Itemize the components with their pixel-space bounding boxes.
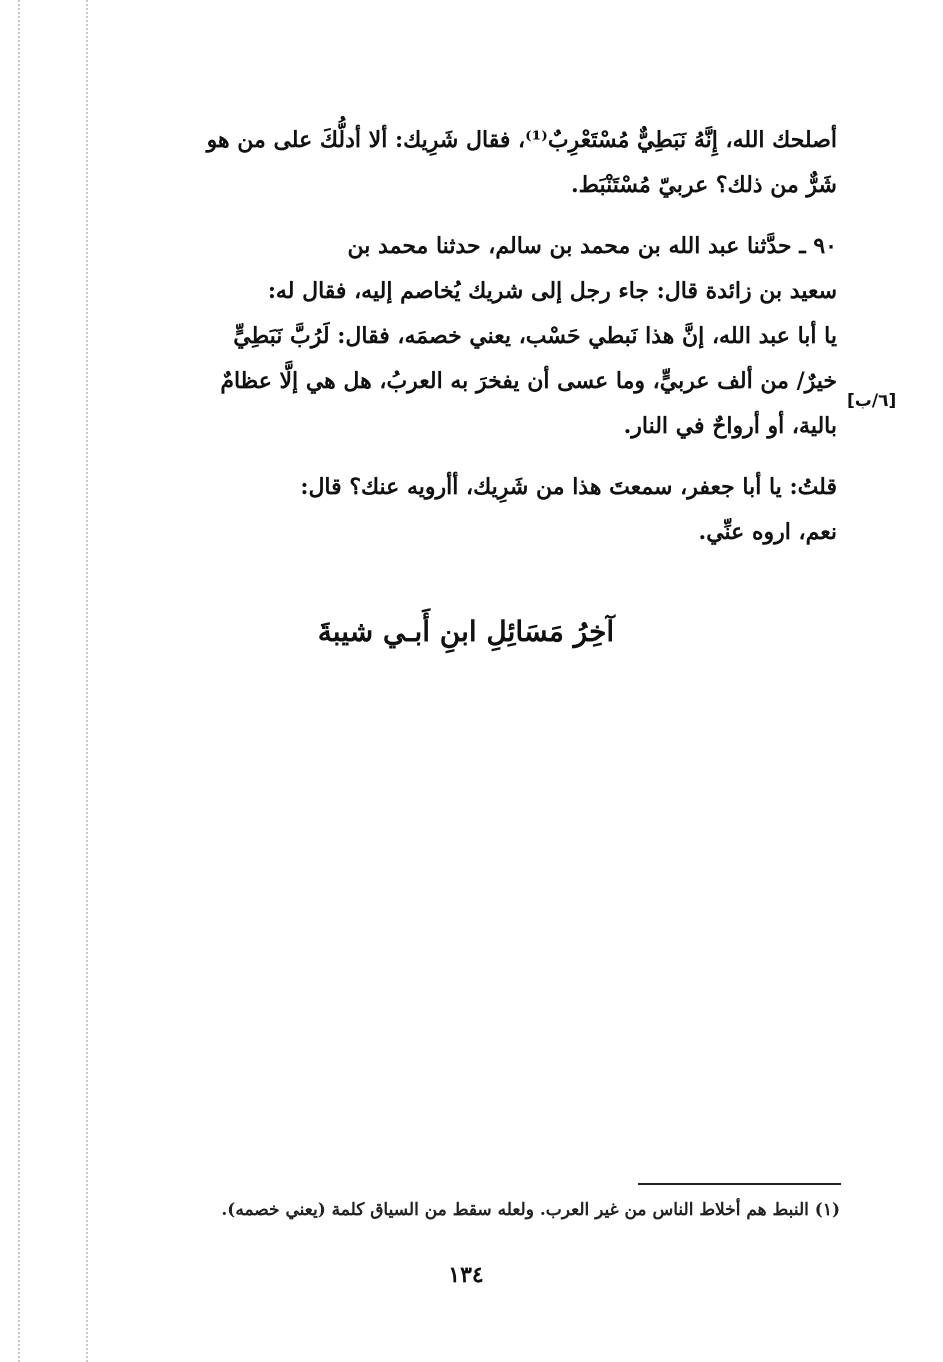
text-line: ٩٠ ـ حدَّثنا عبد الله بن محمد بن سالم، حدثنا محمد بن [347, 233, 837, 259]
text-line: أصلحك الله، إِنَّهُ نَبَطِيٌّ مُسْتَعْرِبٌ⁽¹⁾، فقال شَرِيك: ألا أدلُّكَ على من هو [206, 127, 837, 153]
footnote: (١) النبط هم أخلاط الناس من غير العرب. ولعله سقط من السياق كلمة (يعني خصمه). [221, 1200, 840, 1220]
text-line: بالية، أو أرواحٌ في النار. [623, 413, 837, 439]
text-line: خيرٌ/ من ألف عربيٍّ، وما عسى أن يفخرَ به العربُ، هل هي إلَّا عظامٌ [220, 368, 837, 394]
paragraph-narration-90 [95, 224, 837, 449]
section-end-title: آخِرُ مَسَائِلِ ابنِ أَبـي شيبةَ [317, 615, 615, 648]
text-line: نعم، اروه عنِّي. [698, 519, 837, 545]
scan-margin-dots-inner [86, 0, 88, 1362]
paragraph-response [95, 118, 837, 208]
text-line: شَرٌّ من ذلك؟ عربيّ مُسْتَنْبَط. [570, 172, 837, 198]
text-line: سعيد بن زائدة قال: جاء رجل إلى شريك يُخاصم إليه، فقال له: [267, 278, 837, 304]
page-body [95, 118, 837, 571]
page-number: ١٣٤ [448, 1262, 484, 1288]
text-line: يا أبا عبد الله، إنَّ هذا نَبطي حَسْب، يعني خصمَه، فقال: لَرُبَّ نَبَطِيٍّ [233, 323, 837, 349]
footnote-divider [638, 1183, 841, 1185]
text-line: قلتُ: يا أبا جعفر، سمعتَ هذا من شَرِيك، أأرويه عنك؟ قال: [300, 474, 837, 500]
paragraph-question [95, 465, 837, 555]
manuscript-folio-marker: [٦/ب] [847, 391, 897, 411]
scan-margin-dots-left [18, 0, 20, 1362]
